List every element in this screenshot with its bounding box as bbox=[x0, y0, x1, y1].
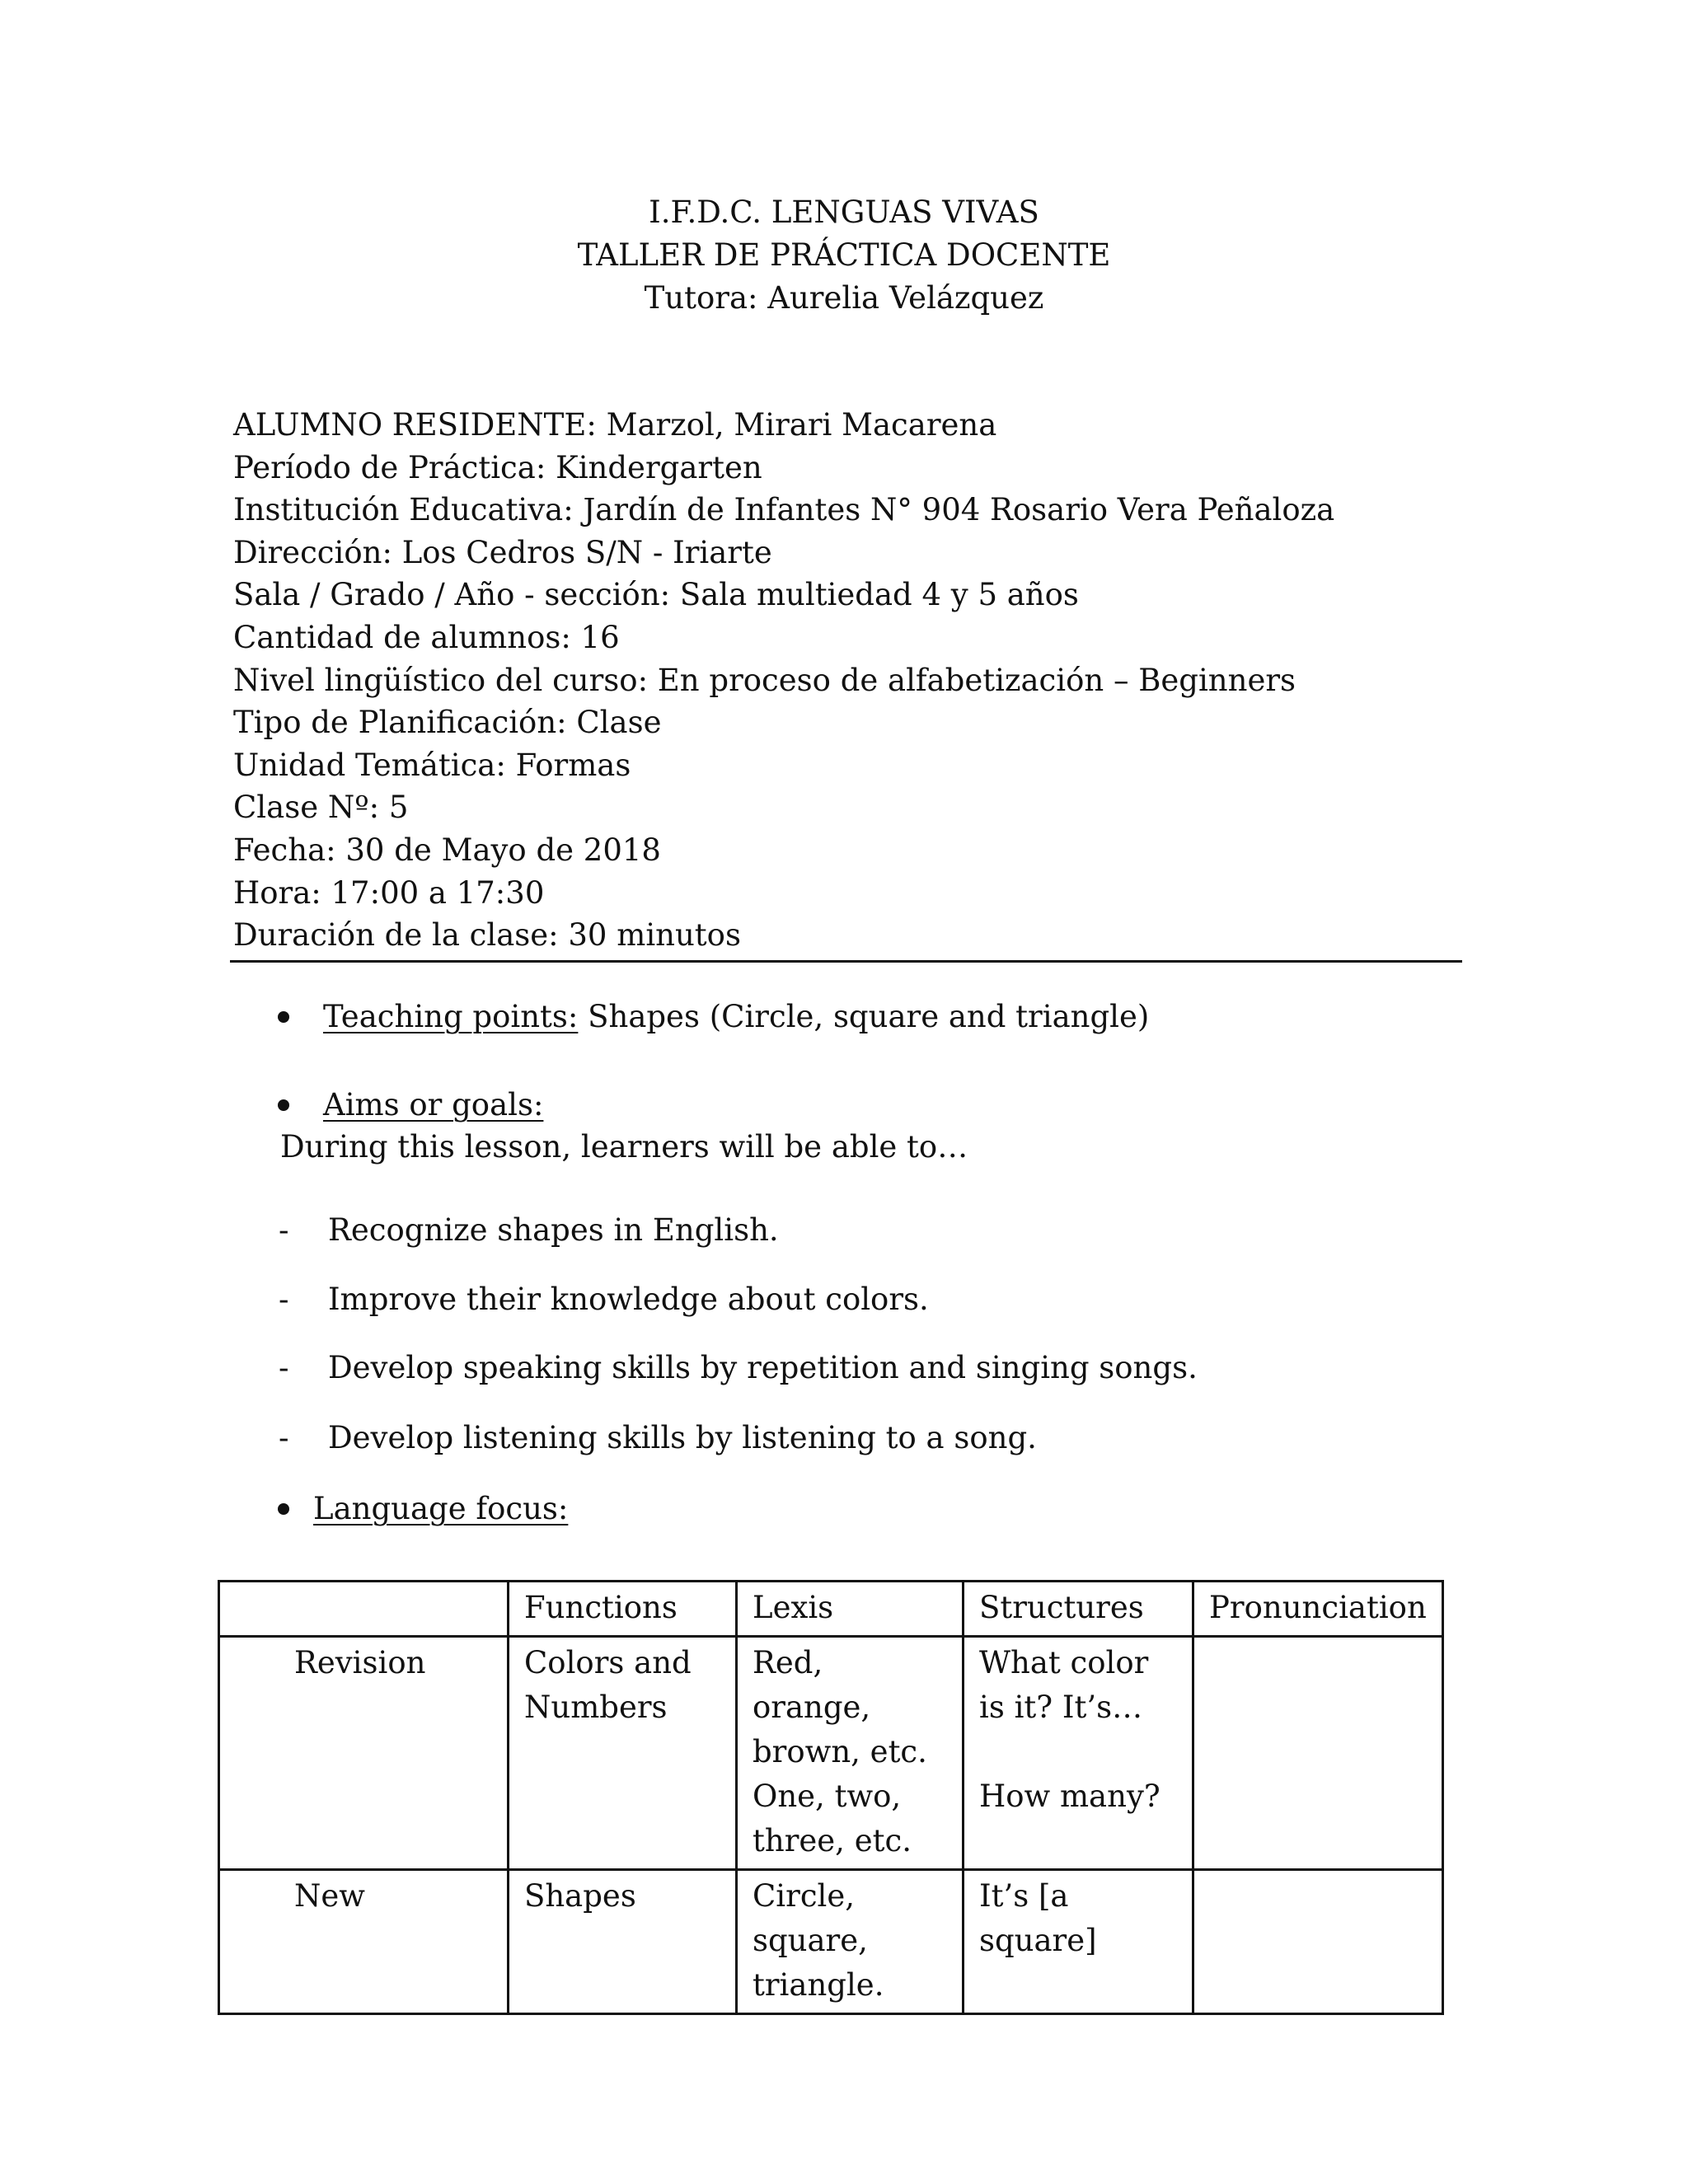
cell-line: is it? It’s… bbox=[979, 1690, 1143, 1725]
info-institution: Institución Educativa: Jardín de Infantes N° 904 Rosario Vera Peñaloza bbox=[233, 492, 1335, 528]
section-divider bbox=[230, 960, 1462, 963]
info-student-count: Cantidad de alumnos: 16 bbox=[233, 619, 620, 655]
document-header bbox=[0, 191, 1688, 320]
language-focus-table bbox=[218, 1580, 1444, 2015]
table-cell bbox=[1193, 1870, 1443, 2014]
list-dash: - bbox=[279, 1212, 289, 1248]
cell-line: One, two, bbox=[753, 1779, 902, 1814]
cell-line: Red, orange, bbox=[753, 1645, 871, 1725]
cell-line: Shapes bbox=[524, 1878, 636, 1914]
info-section: Sala / Grado / Año - sección: Sala multiedad 4 y 5 años bbox=[233, 577, 1079, 613]
table-header-cell: Lexis bbox=[737, 1582, 964, 1637]
tutor-line: Tutora: Aurelia Velázquez bbox=[644, 280, 1044, 316]
table-cell bbox=[737, 1870, 964, 2014]
table-cell bbox=[737, 1637, 964, 1870]
table-header-cell: Pronunciation bbox=[1193, 1582, 1443, 1637]
aim-item: Improve their knowledge about colors. bbox=[328, 1282, 929, 1317]
cell-line: three, etc. bbox=[753, 1823, 912, 1858]
cell-line bbox=[979, 1730, 1177, 1774]
cell-line: Numbers bbox=[524, 1690, 668, 1725]
row-label: Revision bbox=[219, 1637, 509, 1870]
aims-label-line bbox=[323, 1085, 543, 1126]
table-cell bbox=[964, 1870, 1193, 2014]
teaching-points-line bbox=[323, 996, 1149, 1038]
table-cell bbox=[1193, 1637, 1443, 1870]
list-dash: - bbox=[279, 1282, 289, 1317]
table-header-cell bbox=[219, 1582, 509, 1637]
cell-line: What color bbox=[979, 1645, 1149, 1680]
info-class-number: Clase Nº: 5 bbox=[233, 790, 409, 826]
institution-title: I.F.D.C. LENGUAS VIVAS bbox=[649, 194, 1039, 230]
info-time: Hora: 17:00 a 17:30 bbox=[233, 874, 545, 911]
bullet-icon bbox=[278, 1011, 289, 1023]
cell-line: square] bbox=[979, 1923, 1097, 1958]
table-header-cell: Functions bbox=[509, 1582, 737, 1637]
info-student: ALUMNO RESIDENTE: Marzol, Mirari Macarena bbox=[233, 407, 997, 443]
cell-line: brown, etc. bbox=[753, 1734, 927, 1769]
cell-line: Colors and bbox=[524, 1645, 692, 1680]
workshop-title: TALLER DE PRÁCTICA DOCENTE bbox=[577, 237, 1111, 273]
info-address: Dirección: Los Cedros S/N - Iriarte bbox=[233, 534, 772, 570]
aim-item: Develop listening skills by listening to a song. bbox=[328, 1420, 1037, 1455]
info-unit: Unidad Temática: Formas bbox=[233, 747, 631, 783]
info-plan-type: Tipo de Planificación: Clase bbox=[233, 705, 662, 741]
table-header-row bbox=[219, 1582, 1443, 1637]
language-focus-line bbox=[313, 1488, 568, 1530]
table-cell bbox=[509, 1637, 737, 1870]
cell-line: How many? bbox=[979, 1779, 1160, 1814]
teaching-points-label: Teaching points: bbox=[323, 999, 579, 1034]
teaching-points-text: Shapes (Circle, square and triangle) bbox=[578, 999, 1150, 1034]
list-dash: - bbox=[279, 1350, 289, 1385]
cell-line: Circle, bbox=[753, 1878, 856, 1914]
lesson-info-block bbox=[233, 404, 1334, 957]
table-row bbox=[219, 1637, 1443, 1870]
info-level: Nivel lingüístico del curso: En proceso de alfabetización – Beginners bbox=[233, 662, 1296, 698]
info-period: Período de Práctica: Kindergarten bbox=[233, 449, 762, 485]
info-date: Fecha: 30 de Mayo de 2018 bbox=[233, 832, 661, 868]
cell-line: It’s [a bbox=[979, 1878, 1069, 1914]
aim-item: Recognize shapes in English. bbox=[328, 1212, 779, 1248]
cell-line: triangle. bbox=[753, 1967, 884, 2003]
list-dash: - bbox=[279, 1420, 289, 1455]
aims-intro: During this lesson, learners will be able to… bbox=[280, 1129, 968, 1165]
row-label: New bbox=[219, 1870, 509, 2014]
info-duration: Duración de la clase: 30 minutos bbox=[233, 917, 741, 954]
table-row bbox=[219, 1870, 1443, 2014]
table-cell bbox=[509, 1870, 737, 2014]
cell-line: square, bbox=[753, 1923, 868, 1958]
table-header-cell: Structures bbox=[964, 1582, 1193, 1637]
language-focus-label: Language focus: bbox=[313, 1491, 569, 1526]
bullet-icon bbox=[278, 1099, 289, 1111]
aims-label: Aims or goals: bbox=[323, 1087, 544, 1122]
aim-item: Develop speaking skills by repetition and singing songs. bbox=[328, 1350, 1198, 1385]
bullet-icon bbox=[278, 1503, 289, 1515]
table-cell bbox=[964, 1637, 1193, 1870]
